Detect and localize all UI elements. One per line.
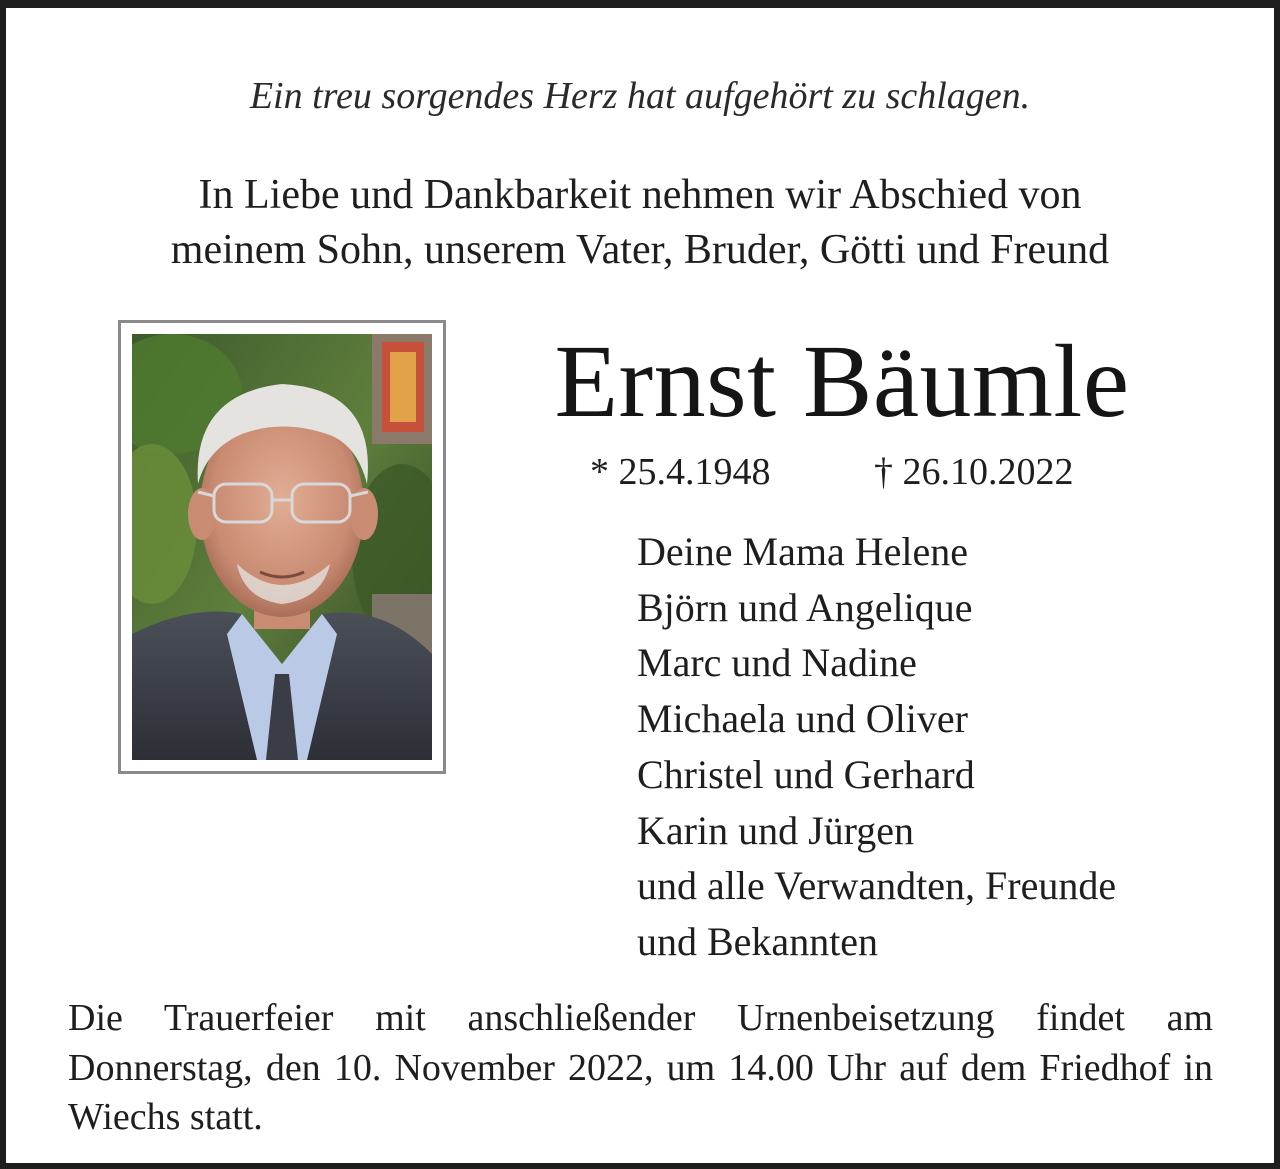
mourner-line: Björn und Angelique — [637, 584, 973, 630]
mourners-list — [637, 524, 1116, 970]
birth-date: * 25.4.1948 — [590, 451, 771, 493]
intro-line: In Liebe und Dankbarkeit nehmen wir Abschied von — [198, 172, 1082, 218]
mourner-line: Marc und Nadine — [637, 640, 917, 686]
mourner-line: Christel und Gerhard — [637, 751, 975, 797]
service-announcement: Die Trauerfeier mit anschließender Urnenbeisetzung findet am Donnerstag, den 10. November 2022, um 14.00 Uhr auf dem Friedhof in Wiechs statt. — [68, 997, 1213, 1138]
mourner-line: und alle Verwandten, Freunde — [637, 863, 1117, 909]
portrait-photo — [132, 334, 432, 760]
death-date: † 26.10.2022 — [874, 451, 1074, 493]
portrait-frame — [118, 320, 446, 774]
intro-line: meinem Sohn, unserem Vater, Bruder, Götti und Freund — [170, 227, 1110, 273]
mourner-line: Deine Mama Helene — [637, 529, 968, 574]
mourner-line: Karin und Jürgen — [637, 807, 914, 853]
mourner-line: Michaela und Oliver — [637, 696, 968, 742]
motto: Ein treu sorgendes Herz hat aufgehört zu schlagen. — [249, 75, 1031, 117]
intro-text — [0, 168, 1280, 278]
deceased-name: Ernst Bäumle — [554, 324, 1130, 439]
mourner-line: und Bekannten — [637, 918, 879, 964]
